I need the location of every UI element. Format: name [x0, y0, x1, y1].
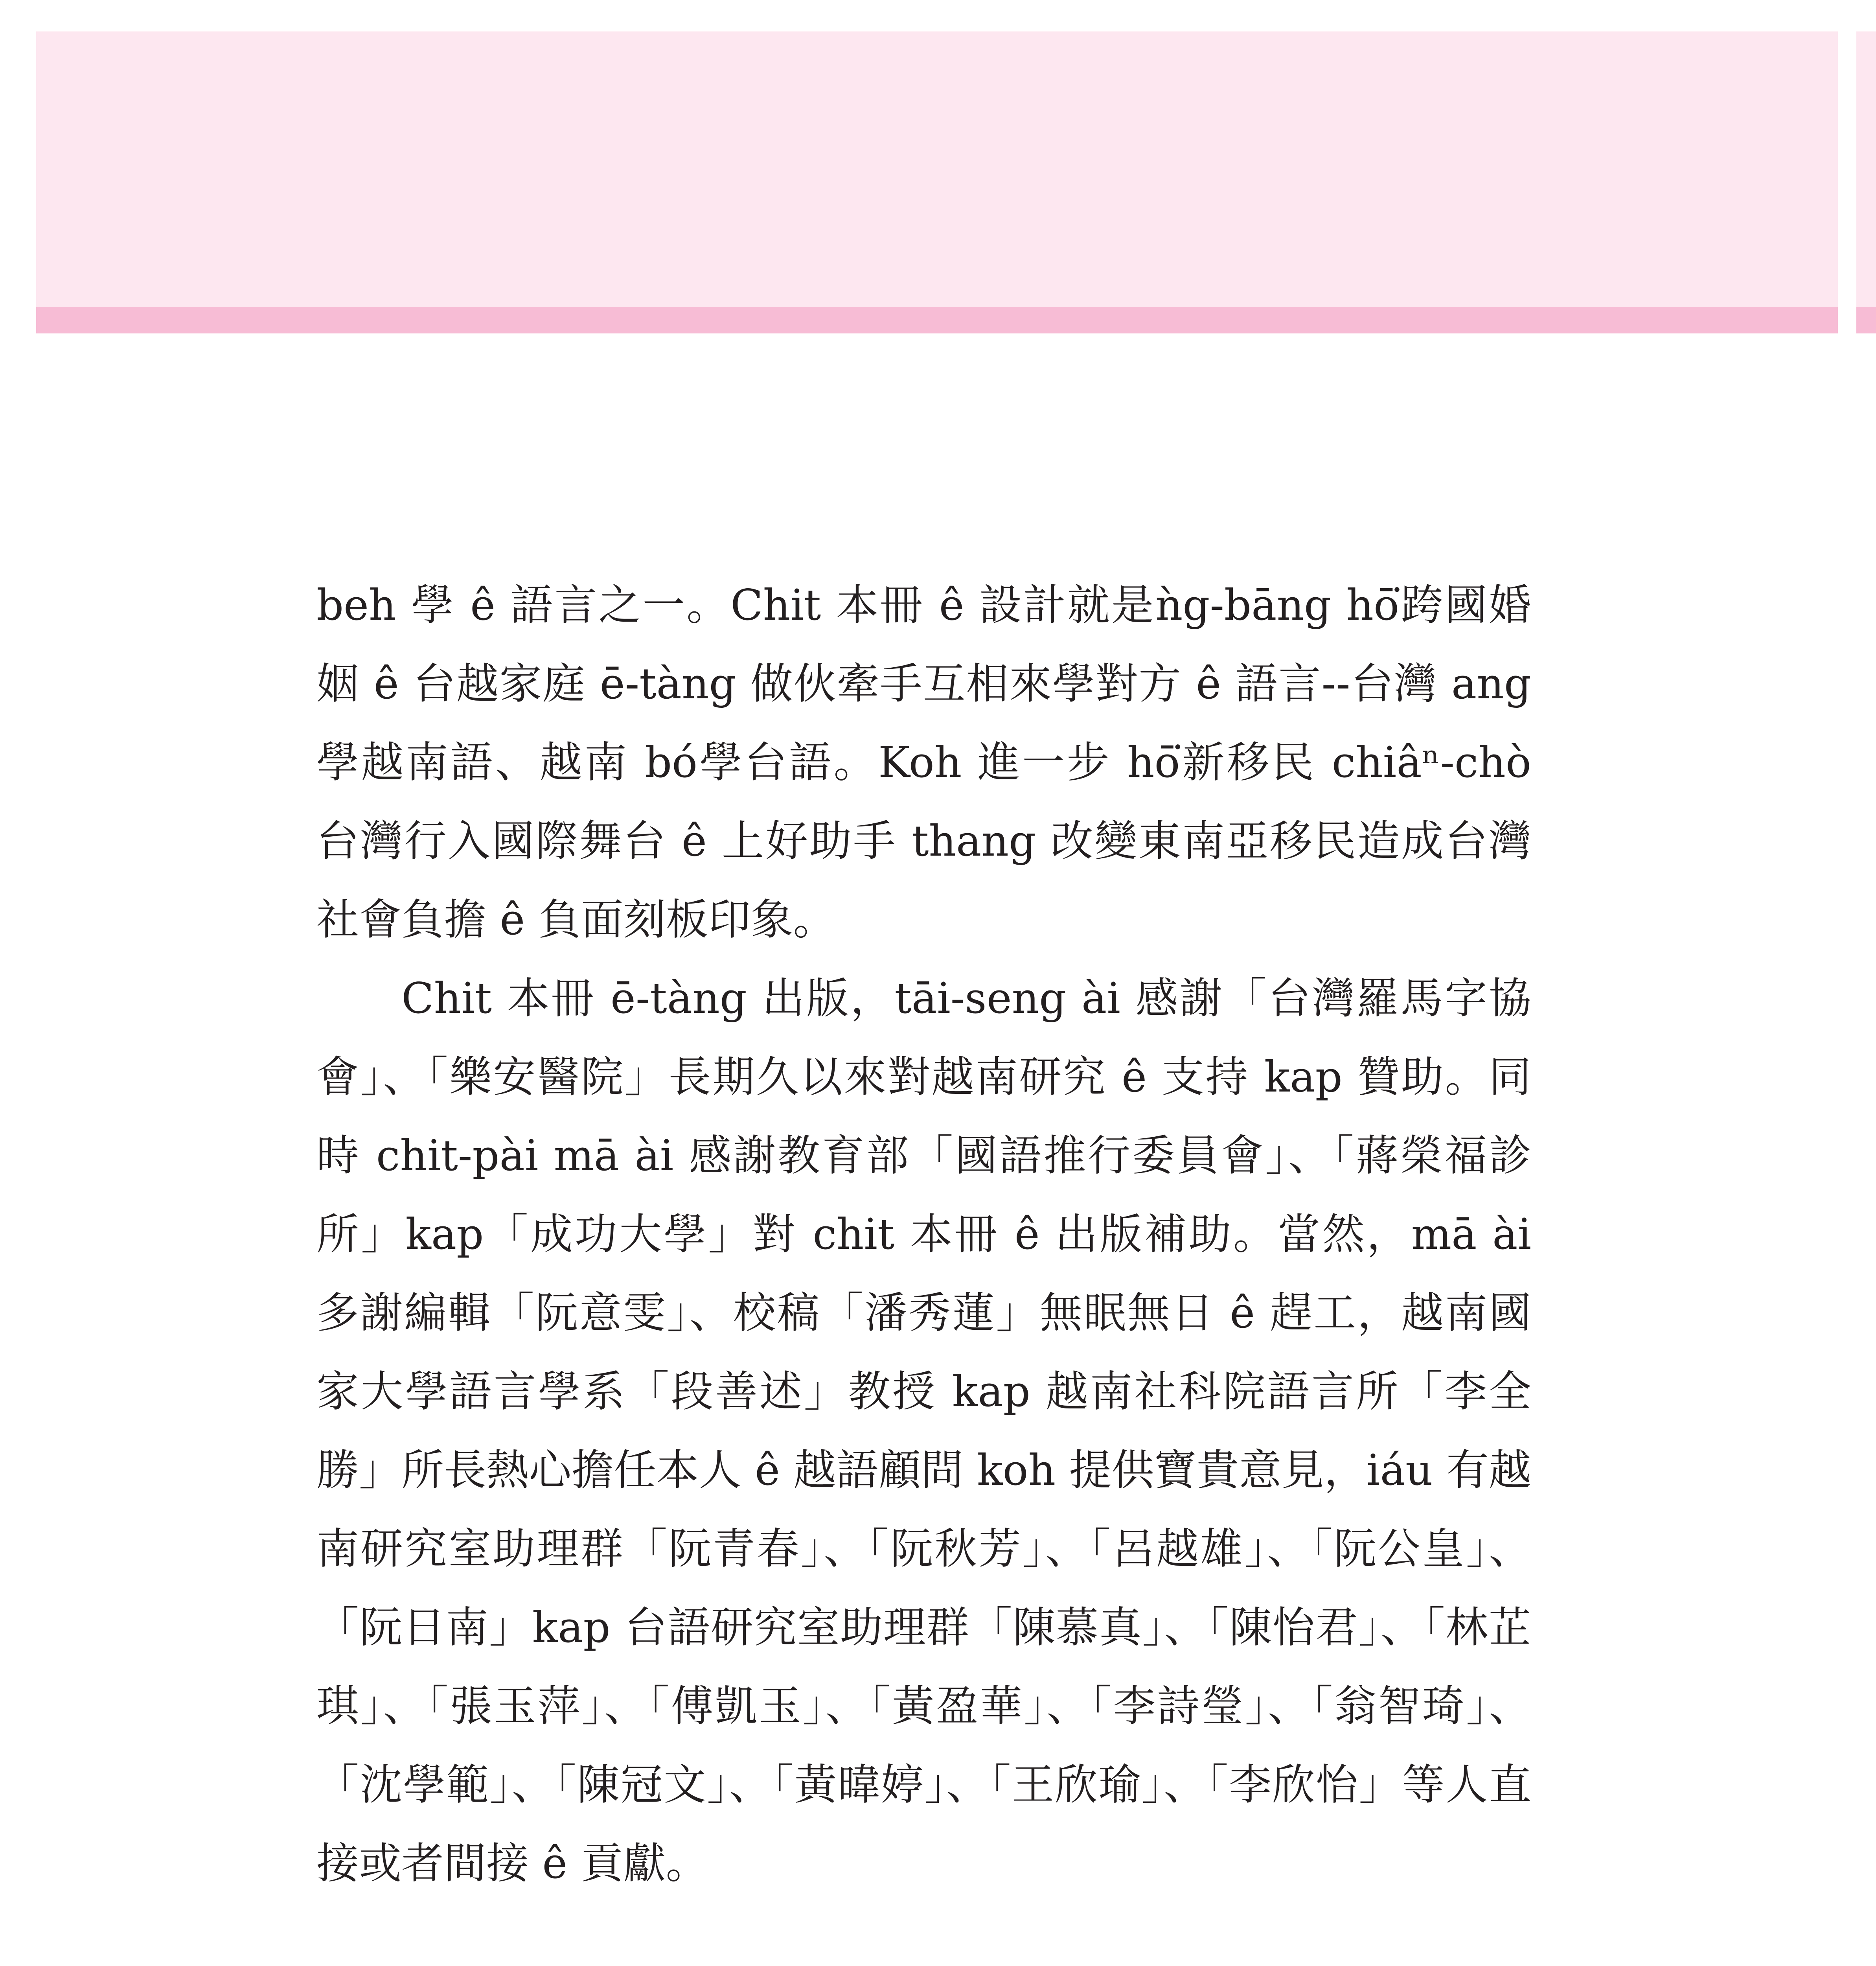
header-edge-stripe: [1856, 307, 1876, 333]
header-stripe: [36, 307, 1838, 333]
header-band: [36, 31, 1838, 307]
paragraph-1: beh 學 ê 語言之一。Chit 本冊 ê 設計就是ǹg-bāng hō͘跨國婚姻 ê 台越家庭 ē-tàng 做伙牽手互相來學對方 ê 語言--台灣 ang 學越南語、越南 bó學台語。Koh 進一步 hō͘新移民 chiâⁿ-chò 台灣行入國際舞台 ê 上好助手 thang 改變東南亞移民造成台灣社會負擔 ê 負面刻板印象。: [316, 581, 1531, 944]
paragraph-2: Chit 本冊 ē-tàng 出版，tāi-seng ài 感謝「台灣羅馬字協會」、「樂安醫院」長期久以來對越南研究 ê 支持 kap 贊助。同時 chit-pài mā ài 感謝教育部「國語推行委員會」、「蔣榮福診所」kap「成功大學」對 chit 本冊 ê 出版補助。當然，mā ài 多謝編輯「阮意雯」、校稿「潘秀蓮」無眠無日 ê 趕工，越南國家大學語言學系「段善述」教授 kap 越南社科院語言所「李全勝」所長熱心擔任本人 ê 越語顧問 koh 提供寶貴意見，iáu 有越南研究室助理群「阮青春」、「阮秋芳」、「呂越雄」、「阮公皇」、「阮日南」kap 台語研究室助理群「陳慕真」、「陳怡君」、「林芷琪」、「張玉萍」、「傅凱玉」、「黃盈華」、「李詩瑩」、「翁智琦」、「沈學範」、「陳冠文」、「黃暐婷」、「王欣瑜」、「李欣怡」等人直接或者間接 ê 貢獻。: [316, 974, 1531, 1888]
header-edge-band: [1856, 31, 1876, 307]
body-text: [316, 566, 1531, 1903]
